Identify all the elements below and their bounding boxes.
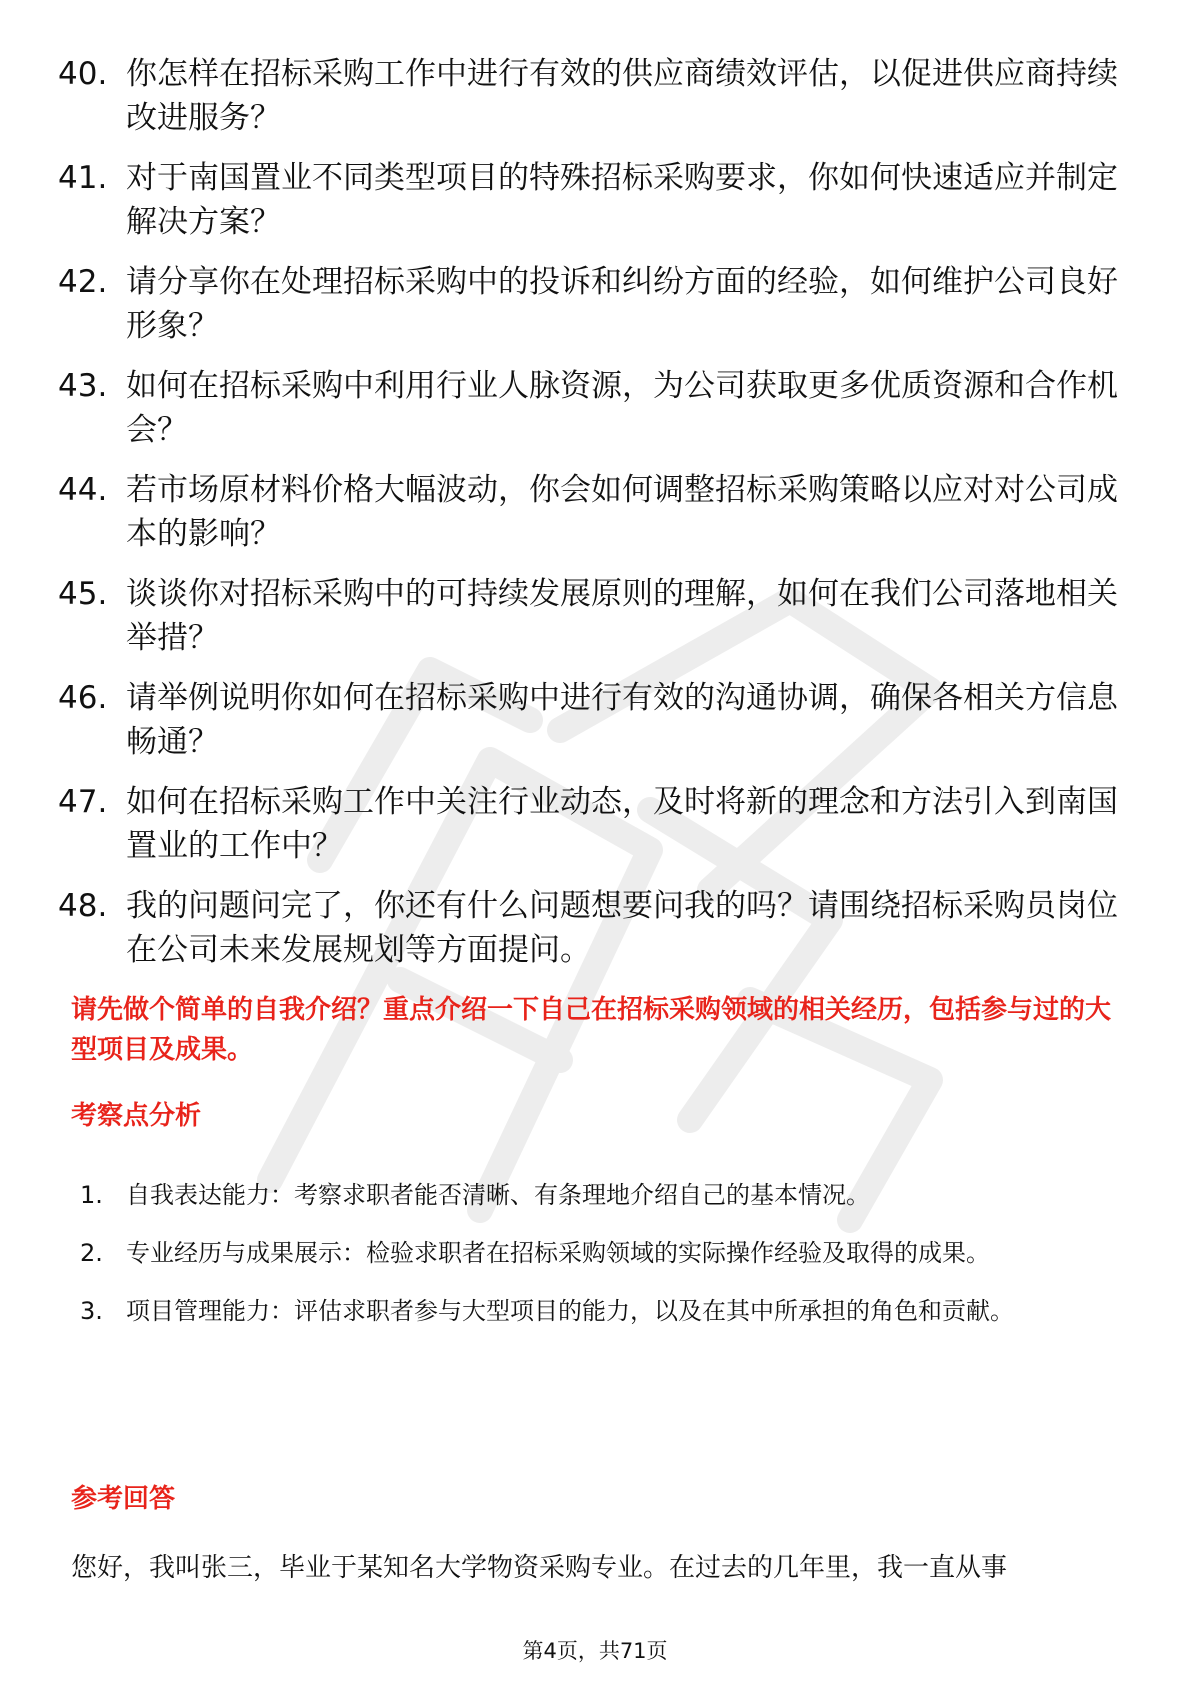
analysis-number: 3. <box>80 1297 103 1325</box>
list-item <box>58 572 1138 660</box>
analysis-number: 1. <box>80 1181 103 1209</box>
list-item <box>58 780 1138 868</box>
question-number: 44. <box>58 472 108 508</box>
question-text: 如何在招标采购中利用行业人脉资源，为公司获取更多优质资源和合作机会？ <box>126 368 1118 448</box>
analysis-text: 专业经历与成果展示：检验求职者在招标采购领域的实际操作经验及取得的成果。 <box>126 1239 990 1267</box>
question-number: 45. <box>58 576 108 612</box>
analysis-number: 2. <box>80 1239 103 1267</box>
featured-question: 请先做个简单的自我介绍？重点介绍一下自己在招标采购领域的相关经历，包括参与过的大型项目及成果。 <box>71 995 1112 1065</box>
answer-paragraph: 您好，我叫张三，毕业于某知名大学物资采购专业。在过去的几年里，我一直从事 <box>71 1553 1008 1583</box>
page-footer: 第4页，共71页 <box>522 1639 668 1663</box>
list-item <box>58 52 1138 140</box>
analysis-text: 项目管理能力：评估求职者参与大型项目的能力，以及在其中所承担的角色和贡献。 <box>126 1297 1014 1325</box>
question-text: 如何在招标采购工作中关注行业动态，及时将新的理念和方法引入到南国置业的工作中？ <box>126 784 1118 864</box>
question-number: 48. <box>58 888 108 924</box>
list-item <box>80 1166 1130 1224</box>
question-text: 若市场原材料价格大幅波动，你会如何调整招标采购策略以应对对公司成本的影响？ <box>126 472 1118 552</box>
question-text: 请举例说明你如何在招标采购中进行有效的沟通协调，确保各相关方信息畅通？ <box>126 680 1118 760</box>
analysis-heading: 考察点分析 <box>71 1101 202 1131</box>
list-item <box>80 1282 1130 1340</box>
question-number: 43. <box>58 368 108 404</box>
question-text: 谈谈你对招标采购中的可持续发展原则的理解，如何在我们公司落地相关举措？ <box>126 576 1118 656</box>
question-number: 47. <box>58 784 108 820</box>
list-item <box>80 1224 1130 1282</box>
answer-heading: 参考回答 <box>71 1484 176 1514</box>
list-item <box>58 884 1138 972</box>
question-number: 40. <box>58 56 108 92</box>
question-number: 42. <box>58 264 108 300</box>
list-item <box>58 260 1138 348</box>
list-item <box>58 156 1138 244</box>
analysis-list <box>80 1166 1130 1340</box>
question-text: 你怎样在招标采购工作中进行有效的供应商绩效评估，以促进供应商持续改进服务？ <box>126 56 1118 136</box>
question-text: 我的问题问完了，你还有什么问题想要问我的吗？请围绕招标采购员岗位在公司未来发展规划等方面提问。 <box>126 888 1118 968</box>
question-list <box>58 52 1138 988</box>
question-text: 请分享你在处理招标采购中的投诉和纠纷方面的经验，如何维护公司良好形象？ <box>126 264 1118 344</box>
question-number: 46. <box>58 680 108 716</box>
question-text: 对于南国置业不同类型项目的特殊招标采购要求，你如何快速适应并制定解决方案？ <box>126 160 1118 240</box>
list-item <box>58 468 1138 556</box>
list-item <box>58 364 1138 452</box>
analysis-text: 自我表达能力：考察求职者能否清晰、有条理地介绍自己的基本情况。 <box>126 1181 870 1209</box>
question-number: 41. <box>58 160 108 196</box>
list-item <box>58 676 1138 764</box>
